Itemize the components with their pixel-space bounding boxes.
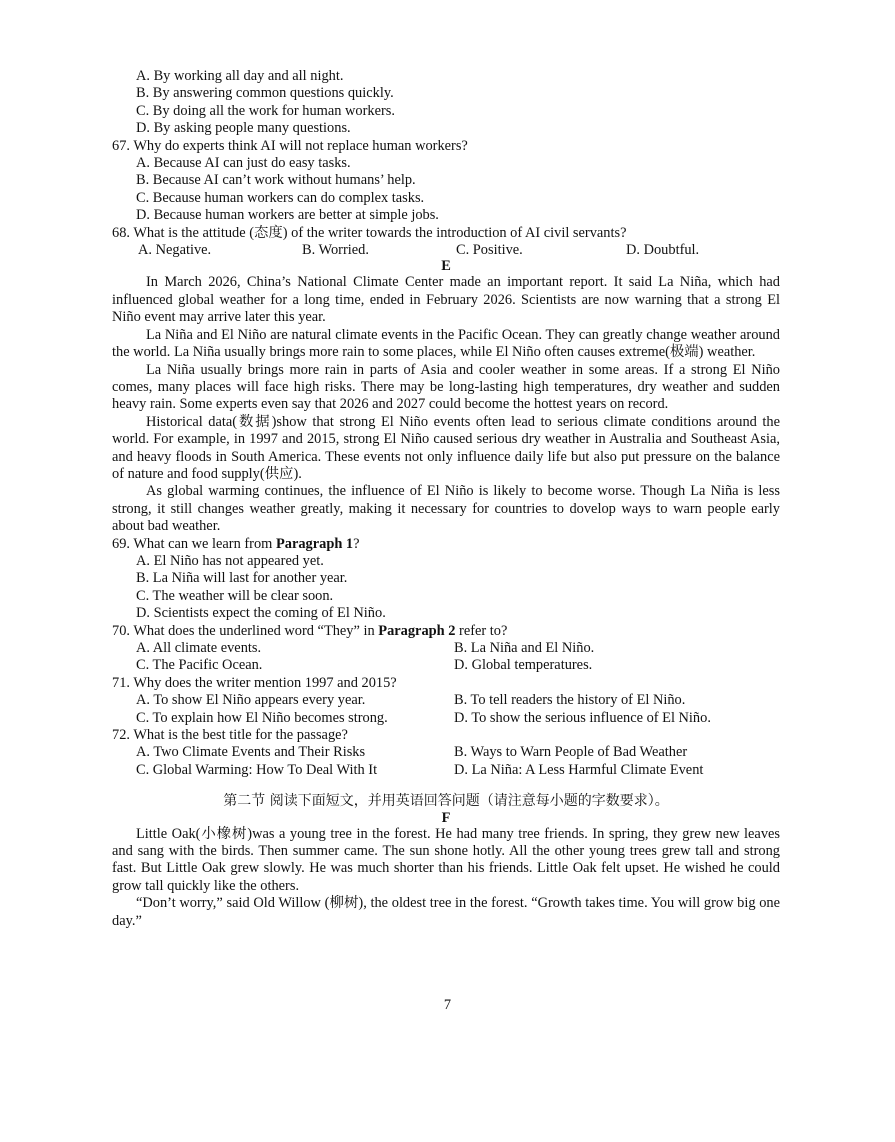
q71-option-c: C. To explain how El Niño becomes strong. (136, 709, 388, 726)
q71-option-d: D. To show the serious influence of El Niño. (454, 709, 711, 726)
q66-option-d: D. By asking people many questions. (136, 120, 351, 137)
q68-option-d: D. Doubtful. (626, 242, 700, 259)
passage-e-paragraph-5: As global warming continues, the influence of El Niño is likely to become worse. Though La Niña is less strong, it still changes weather greatly, making it necessary for countries to dovelop ways to warn people early about bad weather. (112, 483, 780, 535)
q69-stem: 69. What can we learn from Paragraph 1? (112, 535, 360, 552)
q69-option-a: A. El Niño has not appeared yet. (136, 552, 324, 569)
q66-option-b: B. By answering common questions quickly. (136, 85, 394, 102)
q72-option-c: C. Global Warming: How To Deal With It (136, 761, 378, 778)
passage-e-title: E (441, 258, 451, 275)
passage-f-paragraph-2: “Don’t worry,” said Old Willow (柳树), the oldest tree in the forest. “Growth takes time. You will grow big one day.” (112, 895, 780, 929)
q69-option-b: B. La Niña will last for another year. (136, 570, 348, 587)
passage-e-paragraph-3: La Niña usually brings more rain in parts of Asia and cooler weather in some areas. If a strong El Niño comes, many places will face high risks. There may be long-lasting high temperatures, dry weather and sudden heavy rain. Some experts even say that 2026 and 2027 could become the hottest years on record. (112, 361, 780, 413)
q70-option-c: C. The Pacific Ocean. (136, 657, 263, 674)
q66-option-c: C. By doing all the work for human workers. (136, 102, 395, 119)
q68-option-a: A. Negative. (138, 242, 212, 259)
paragraph-2-ref: Paragraph 2 (378, 622, 456, 639)
passage-f-title: F (441, 809, 451, 826)
q67-stem: 67. Why do experts think AI will not replace human workers? (112, 137, 468, 154)
q68-option-b: B. Worried. (302, 242, 369, 259)
q71-options-row-1 (112, 692, 780, 709)
q72-options-row-1 (112, 744, 780, 761)
q71-option-b: B. To tell readers the history of El Niño. (454, 692, 686, 709)
section-2-heading: 第二节 阅读下面短文，并用英语回答问题（请注意每小题的字数要求）。 (223, 793, 669, 810)
q72-option-d: D. La Niña: A Less Harmful Climate Event (454, 761, 704, 778)
q72-stem: 72. What is the best title for the passage? (112, 727, 348, 744)
q70-option-b: B. La Niña and El Niño. (454, 640, 595, 656)
q68-stem: 68. What is the attitude (态度) of the writer towards the introduction of AI civil servants? (112, 224, 627, 241)
q71-options-row-2 (112, 710, 780, 727)
q68-options (112, 242, 780, 259)
q69-option-d: D. Scientists expect the coming of El Niño. (136, 605, 386, 622)
q67-option-a: A. Because AI can just do easy tasks. (136, 155, 351, 172)
q70-option-d: D. Global temperatures. (454, 657, 593, 674)
exam-page (112, 68, 780, 930)
q71-option-a: A. To show El Niño appears every year. (136, 692, 366, 709)
q67-option-d: D. Because human workers are better at simple jobs. (136, 207, 439, 224)
q68-option-c: C. Positive. (456, 242, 523, 259)
passage-e-paragraph-1: In March 2026, China’s National Climate Center made an important report. It said La Niña, which had influenced global weather for a long time, ended in February 2026. Scientists are now warning that a strong El Niño event may arrive later this year. (112, 274, 780, 326)
q72-option-a: A. Two Climate Events and Their Risks (136, 744, 366, 761)
page-number: 7 (443, 997, 452, 1013)
q70-options-row-2 (112, 657, 780, 674)
passage-e-paragraph-4: Historical data(数据)show that strong El Niño events often lead to serious climate conditions around the world. For example, in 1997 and 2015, strong El Niño caused serious dry weather in Australia and Southeast Asia, and heavy floods in South America. These events not only influence daily life but also put pressure on the balance of nature and food supply(供应). (112, 413, 780, 482)
paragraph-1-ref: Paragraph 1 (275, 535, 354, 552)
q67-option-b: B. Because AI can’t work without humans’ help. (136, 172, 416, 189)
q70-option-a: A. All climate events. (136, 640, 262, 656)
q70-options-row-1 (112, 640, 780, 657)
q70-stem: 70. What does the underlined word “They” in Paragraph 2 refer to? (112, 622, 508, 639)
passage-f-paragraph-1: Little Oak(小橡树)was a young tree in the forest. He had many tree friends. In spring, they grew new leaves and sang with the birds. Then summer came. The sun shone hotly. All the other young trees grew tall and strong fast. But Little Oak grew slowly. He was much shorter than his friends. Little Oak felt upset. He wished he could grow tall quickly like the others. (112, 825, 780, 894)
q69-option-c: C. The weather will be clear soon. (136, 587, 334, 604)
q72-options-row-2 (112, 762, 780, 779)
q71-stem: 71. Why does the writer mention 1997 and 2015? (112, 674, 397, 691)
passage-e-paragraph-2: La Niña and El Niño are natural climate events in the Pacific Ocean. They can greatly change weather around the world. La Niña usually brings more rain to some places, while El Niño often causes extreme(极端) weather. (112, 326, 780, 361)
q67-option-c: C. Because human workers can do complex tasks. (136, 189, 425, 206)
q72-option-b: B. Ways to Warn People of Bad Weather (454, 744, 688, 761)
q66-option-a: A. By working all day and all night. (136, 68, 344, 84)
